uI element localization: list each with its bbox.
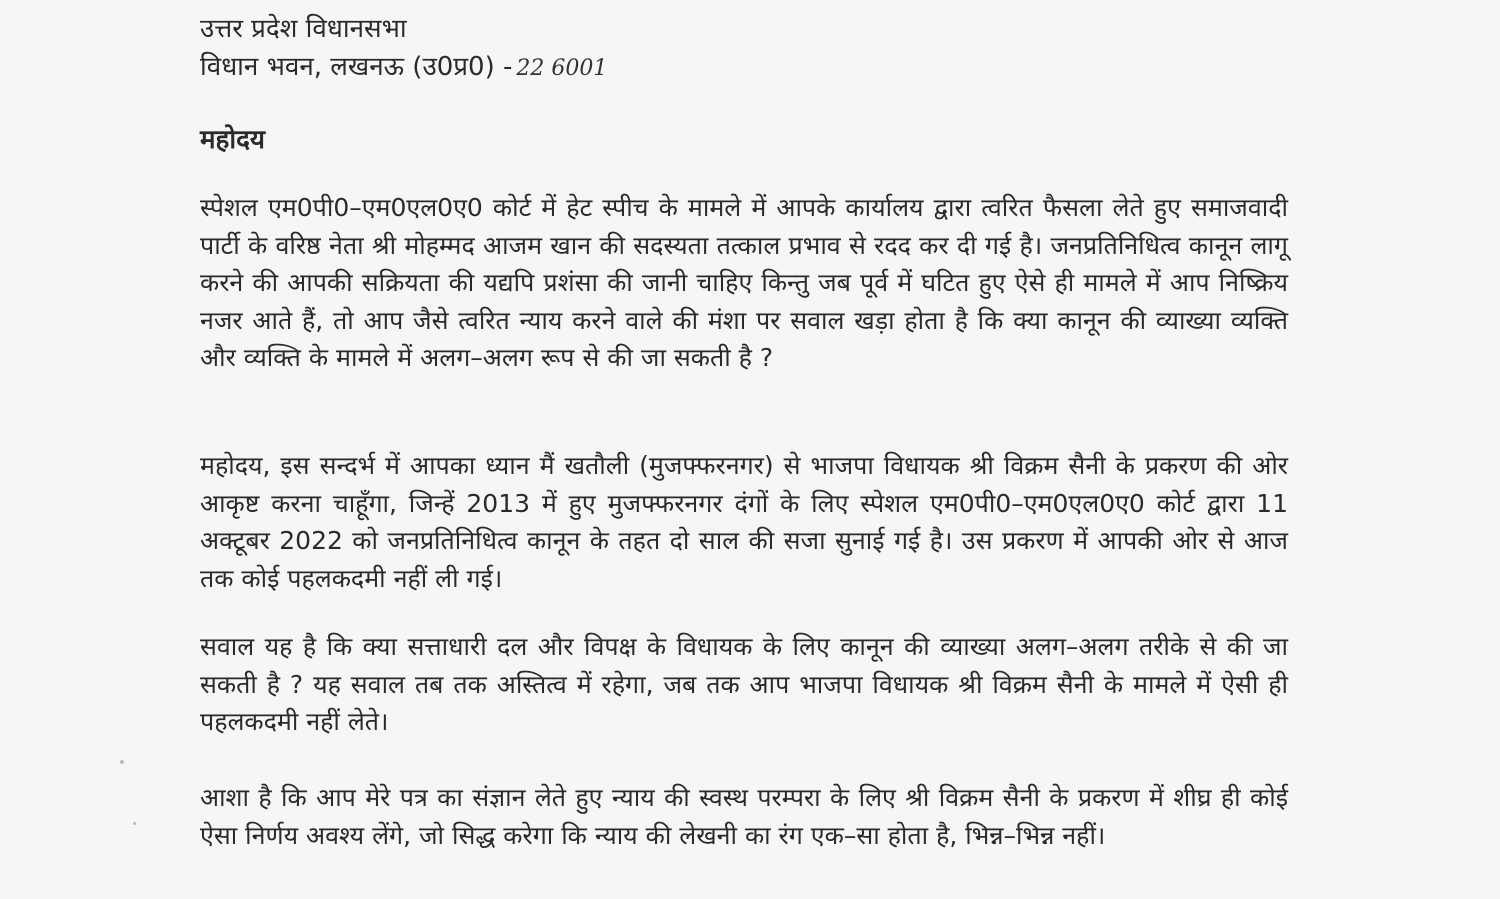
scan-speck — [133, 822, 136, 825]
body-paragraph-1: स्पेशल एम0पी0–एम0एल0ए0 कोर्ट में हेट स्पीच के मामले में आपके कार्यालय द्वारा त्वरित फैसला लेते हुए समाजवादी पार्टी के वरिष्ठ नेता श्री मोहम्मद आजम खान की सदस्यता तत्काल प्रभाव से रदद कर दी गई है। जनप्रतिनिधित्व कानून लागू करने की आपकी सक्रियता की यद्यपि प्रशंसा की जानी चाहिए किन्तु जब पूर्व में घटित हुए ऐसे ही मामले में आप निष्क्रिय नजर आते हैं, तो आप जैसे त्वरित न्याय करने वाले की मंशा पर सवाल खड़ा होता है कि क्या कानून की व्याख्या व्यक्ति और व्यक्ति के मामले में अलग–अलग रूप से की जा सकती है ? — [200, 193, 1288, 373]
address-line-2 — [200, 48, 607, 88]
recipient-address — [200, 10, 607, 88]
salutation: महोदय — [200, 125, 265, 155]
body-paragraph-4: आशा है कि आप मेरे पत्र का संज्ञान लेते हुए न्याय की स्वस्थ परम्परा के लिए श्री विक्रम सैनी के प्रकरण में शीघ्र ही कोई ऐसा निर्णय अवश्य लेंगे, जो सिद्ध करेगा कि न्याय की लेखनी का रंग एक–सा होता है, भिन्न–भिन्न नहीं। — [200, 783, 1288, 850]
scan-speck — [120, 760, 124, 764]
address-line-1: उत्तर प्रदेश विधानसभा — [200, 14, 407, 44]
handwritten-pin-code: 22 6001 — [516, 56, 608, 81]
body-paragraph-2: महोदय, इस सन्दर्भ में आपका ध्यान मैं खतौली (मुजफ्फरनगर) से भाजपा विधायक श्री विक्रम सैनी के प्रकरण की ओर आकृष्ट करना चाहूँगा, जिन्हें 2013 में हुए मुजफ्फरनगर दंगों के लिए स्पेशल एम0पी0–एम0एल0ए0 कोर्ट द्वारा 11 अक्टूबर 2022 को जनप्रतिनिधित्व कानून के तहत दो साल की सजा सुनाई गई है। उस प्रकरण में आपकी ओर से आज तक कोई पहलकदमी नहीं ली गई। — [200, 451, 1288, 593]
body-paragraph-3: सवाल यह है कि क्या सत्ताधारी दल और विपक्ष के विधायक के लिए कानून की व्याख्या अलग–अलग तरीके से की जा सकती है ? यह सवाल तब तक अस्तित्व में रहेगा, जब तक आप भाजपा विधायक श्री विक्रम सैनी के मामले में ऐसी ही पहलकदमी नहीं लेते। — [200, 632, 1288, 737]
address-text: विधान भवन, लखनऊ (उ0प्र0) - — [200, 52, 513, 82]
